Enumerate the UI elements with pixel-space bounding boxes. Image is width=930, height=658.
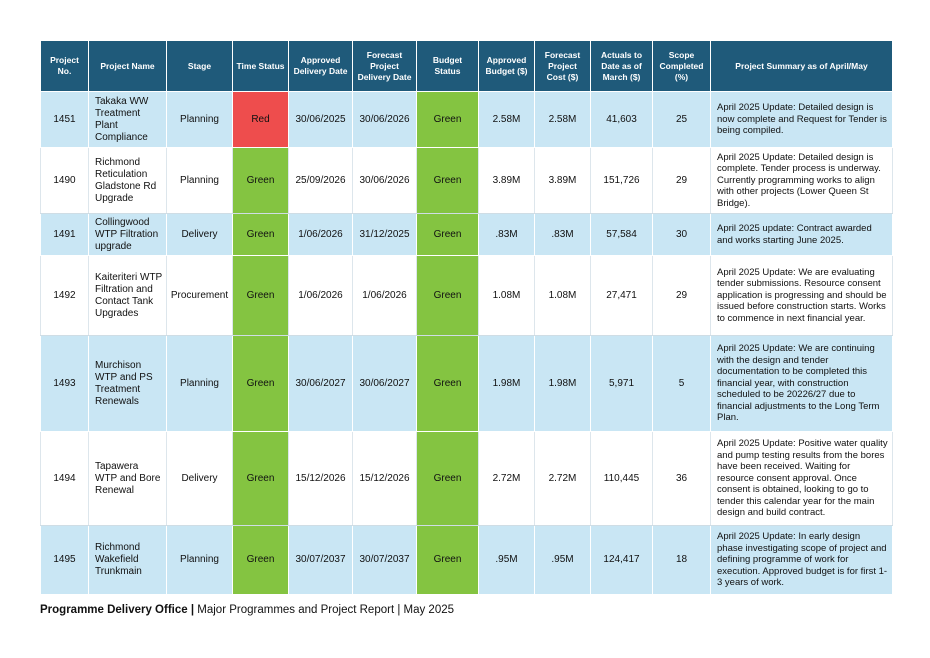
forecast-delivery-date-cell: 31/12/2025: [353, 214, 417, 256]
table-row: [41, 336, 893, 432]
footer-office: Programme Delivery Office: [40, 604, 188, 616]
project-summary-cell: April 2025 Update: We are continuing with the design and tender documentation to be completed this financial year, with construction scheduled to be 20226/27 due to financial adjustments to the Long Term Plan.: [711, 336, 893, 432]
approved-budget-cell: 2.72M: [479, 432, 535, 526]
project-name-cell: Tapawera WTP and Bore Renewal: [89, 432, 167, 526]
actuals-to-date-cell: 57,584: [591, 214, 653, 256]
forecast-delivery-date-cell: 30/06/2027: [353, 336, 417, 432]
scope-completed-cell: 25: [653, 92, 711, 148]
footer-report-title: Major Programmes and Project Report | May 2025: [197, 604, 455, 616]
header-forecast-delivery-date: Forecast Project Delivery Date: [353, 41, 417, 92]
project-name-cell: Collingwood WTP Filtration upgrade: [89, 214, 167, 256]
project-summary-cell: April 2025 Update: In early design phase investigating scope of project and defining programme of work for execution. Approved budget is for first 1-3 years of work.: [711, 526, 893, 595]
table-row: [41, 432, 893, 526]
forecast-cost-cell: .83M: [535, 214, 591, 256]
scope-completed-cell: 5: [653, 336, 711, 432]
project-name-cell: Murchison WTP and PS Treatment Renewals: [89, 336, 167, 432]
approved-delivery-date-cell: 1/06/2026: [289, 214, 353, 256]
forecast-cost-cell: 1.08M: [535, 256, 591, 336]
actuals-to-date-cell: 41,603: [591, 92, 653, 148]
project-name-cell: Richmond Wakefield Trunkmain: [89, 526, 167, 595]
approved-budget-cell: 1.08M: [479, 256, 535, 336]
approved-budget-cell: .83M: [479, 214, 535, 256]
header-forecast-cost: Forecast Project Cost ($): [535, 41, 591, 92]
approved-budget-cell: 2.58M: [479, 92, 535, 148]
project-name-cell: Takaka WW Treatment Plant Compliance: [89, 92, 167, 148]
budget-status-badge: Green: [417, 432, 479, 526]
header-scope-completed: Scope Completed (%): [653, 41, 711, 92]
approved-budget-cell: .95M: [479, 526, 535, 595]
approved-delivery-date-cell: 25/09/2026: [289, 148, 353, 214]
project-no-cell: 1490: [41, 148, 89, 214]
header-time-status: Time Status: [233, 41, 289, 92]
approved-budget-cell: 3.89M: [479, 148, 535, 214]
actuals-to-date-cell: 5,971: [591, 336, 653, 432]
table-row: [41, 526, 893, 595]
budget-status-badge: Green: [417, 214, 479, 256]
time-status-badge: Green: [233, 526, 289, 595]
report-page: [40, 40, 892, 595]
forecast-delivery-date-cell: 30/06/2026: [353, 148, 417, 214]
budget-status-badge: Green: [417, 526, 479, 595]
actuals-to-date-cell: 110,445: [591, 432, 653, 526]
forecast-cost-cell: 2.58M: [535, 92, 591, 148]
approved-delivery-date-cell: 1/06/2026: [289, 256, 353, 336]
scope-completed-cell: 30: [653, 214, 711, 256]
forecast-cost-cell: 3.89M: [535, 148, 591, 214]
stage-cell: Delivery: [167, 432, 233, 526]
table-row: [41, 256, 893, 336]
scope-completed-cell: 36: [653, 432, 711, 526]
table-row: [41, 92, 893, 148]
project-name-cell: Kaiteriteri WTP Filtration and Contact Tank Upgrades: [89, 256, 167, 336]
approved-delivery-date-cell: 30/06/2027: [289, 336, 353, 432]
project-name-cell: Richmond Reticulation Gladstone Rd Upgrade: [89, 148, 167, 214]
time-status-badge: Red: [233, 92, 289, 148]
project-summary-cell: April 2025 Update: Detailed design is complete. Tender process is underway. Currently programming works to align with other projects (Lower Queen St Bridge).: [711, 148, 893, 214]
forecast-cost-cell: .95M: [535, 526, 591, 595]
stage-cell: Planning: [167, 148, 233, 214]
approved-delivery-date-cell: 30/07/2037: [289, 526, 353, 595]
header-project-name: Project Name: [89, 41, 167, 92]
stage-cell: Planning: [167, 526, 233, 595]
project-summary-cell: April 2025 Update: We are evaluating tender submissions. Resource consent application is progressing and should be issued before construction starts. Works to commence in next financial year.: [711, 256, 893, 336]
scope-completed-cell: 29: [653, 256, 711, 336]
table-header-row: [41, 41, 893, 92]
forecast-cost-cell: 2.72M: [535, 432, 591, 526]
stage-cell: Procurement: [167, 256, 233, 336]
actuals-to-date-cell: 151,726: [591, 148, 653, 214]
stage-cell: Planning: [167, 92, 233, 148]
budget-status-badge: Green: [417, 92, 479, 148]
budget-status-badge: Green: [417, 256, 479, 336]
time-status-badge: Green: [233, 214, 289, 256]
approved-budget-cell: 1.98M: [479, 336, 535, 432]
header-budget-status: Budget Status: [417, 41, 479, 92]
time-status-badge: Green: [233, 256, 289, 336]
actuals-to-date-cell: 124,417: [591, 526, 653, 595]
time-status-badge: Green: [233, 148, 289, 214]
project-summary-cell: April 2025 update: Contract awarded and works starting June 2025.: [711, 214, 893, 256]
project-no-cell: 1492: [41, 256, 89, 336]
header-stage: Stage: [167, 41, 233, 92]
project-no-cell: 1451: [41, 92, 89, 148]
stage-cell: Delivery: [167, 214, 233, 256]
project-summary-cell: April 2025 Update: Detailed design is now complete and Request for Tender is being compiled.: [711, 92, 893, 148]
header-project-no: Project No.: [41, 41, 89, 92]
forecast-cost-cell: 1.98M: [535, 336, 591, 432]
forecast-delivery-date-cell: 1/06/2026: [353, 256, 417, 336]
time-status-badge: Green: [233, 336, 289, 432]
project-no-cell: 1491: [41, 214, 89, 256]
project-no-cell: 1494: [41, 432, 89, 526]
projects-table: [40, 40, 893, 595]
table-row: [41, 214, 893, 256]
forecast-delivery-date-cell: 15/12/2026: [353, 432, 417, 526]
header-actuals-to-date: Actuals to Date as of March ($): [591, 41, 653, 92]
header-approved-delivery-date: Approved Delivery Date: [289, 41, 353, 92]
time-status-badge: Green: [233, 432, 289, 526]
scope-completed-cell: 18: [653, 526, 711, 595]
header-approved-budget: Approved Budget ($): [479, 41, 535, 92]
actuals-to-date-cell: 27,471: [591, 256, 653, 336]
header-project-summary: Project Summary as of April/May: [711, 41, 893, 92]
footer-separator: |: [190, 604, 195, 616]
approved-delivery-date-cell: 15/12/2026: [289, 432, 353, 526]
report-footer: [40, 604, 454, 616]
table-row: [41, 148, 893, 214]
project-no-cell: 1493: [41, 336, 89, 432]
scope-completed-cell: 29: [653, 148, 711, 214]
forecast-delivery-date-cell: 30/06/2026: [353, 92, 417, 148]
project-no-cell: 1495: [41, 526, 89, 595]
approved-delivery-date-cell: 30/06/2025: [289, 92, 353, 148]
forecast-delivery-date-cell: 30/07/2037: [353, 526, 417, 595]
stage-cell: Planning: [167, 336, 233, 432]
budget-status-badge: Green: [417, 148, 479, 214]
budget-status-badge: Green: [417, 336, 479, 432]
project-summary-cell: April 2025 Update: Positive water quality and pump testing results from the bores have been received. Waiting for resource consent approval. Once consent is obtained, looking to go to tender this calendar year for the main design and build contract.: [711, 432, 893, 526]
